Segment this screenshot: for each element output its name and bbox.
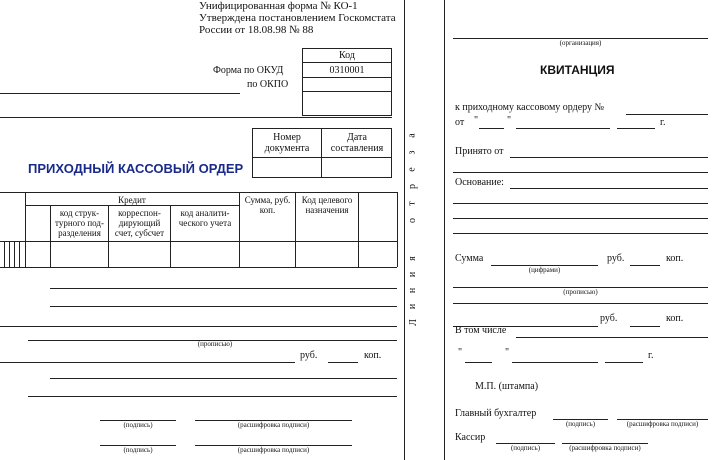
signature-caption-2: (подпись): [123, 446, 153, 454]
receipt-quote-open-2: ": [458, 347, 463, 358]
col-analytic: код аналити-ческого учета: [178, 208, 232, 228]
doc-date-label: Дата составления: [330, 132, 384, 154]
receipt-order-number-field[interactable]: [626, 114, 708, 115]
receipt-title: КВИТАНЦИЯ: [540, 63, 615, 77]
col-corr-account: корреспон-дирующий счет, субсчет: [114, 208, 165, 238]
decode-caption-2: (расшифровка подписи): [237, 446, 310, 454]
receipt-year-field-2[interactable]: [605, 362, 643, 363]
form-header-line3: России от 18.08.98 № 88: [199, 24, 314, 36]
doc-number-field[interactable]: [254, 159, 320, 176]
cut-line-right: [444, 0, 445, 460]
organization-line[interactable]: [0, 93, 240, 94]
credit-header: Кредит: [118, 195, 146, 205]
receipt-chief-signature-caption: (подпись): [565, 420, 596, 428]
receipt-quote-close-2: ": [505, 347, 510, 358]
receipt-quote-open: ": [474, 115, 479, 126]
subdivision-line[interactable]: [0, 117, 392, 118]
receipt-day-field[interactable]: [479, 128, 504, 129]
attachment-line[interactable]: [28, 396, 397, 397]
cut-line-text: Л и н и я о т р е з а: [406, 133, 419, 326]
form-header-line2: Утверждена постановлением Госкомстата: [199, 12, 396, 24]
rub-label-left: руб.: [300, 350, 318, 361]
receipt-month-field-2[interactable]: [512, 362, 598, 363]
receipt-cashier-signature-caption: (подпись): [510, 444, 541, 452]
form-header-line1: Унифицированная форма № КО-1: [199, 0, 358, 12]
receipt-quote-close: ": [507, 115, 512, 126]
doc-date-field[interactable]: [322, 159, 392, 176]
basis-line[interactable]: [0, 326, 397, 327]
receipt-kop-field[interactable]: [630, 265, 660, 266]
receipt-kop-label-2: коп.: [666, 313, 684, 324]
receipt-basis-label: Основание:: [455, 177, 504, 188]
okud-label: Форма по ОКУД: [213, 65, 284, 76]
kop-label-left: коп.: [364, 350, 382, 361]
propisyu-label-left: (прописью): [197, 340, 233, 348]
receipt-year-suffix-2: г.: [648, 350, 654, 361]
signature-caption-1: (подпись): [123, 421, 153, 429]
receipt-month-field[interactable]: [516, 128, 610, 129]
receipt-chief-decode-caption: (расшифровка подписи): [626, 420, 699, 428]
receipt-rub-label-2: руб.: [600, 313, 618, 324]
code-header: Код: [339, 50, 355, 61]
receipt-to-order-label: к приходному кассовому ордеру №: [455, 102, 605, 113]
col-subdivision: код струк-турного под-разделения: [55, 208, 104, 238]
receipt-stamp-label: М.П. (штампа): [475, 381, 539, 392]
receipt-day-field-2[interactable]: [465, 362, 492, 363]
including-line[interactable]: [50, 378, 397, 379]
receipt-digits-caption: (цифрами): [528, 266, 561, 274]
accepted-from-line[interactable]: [50, 288, 397, 289]
receipt-org-caption: (организация): [559, 39, 602, 47]
decode-caption-1: (расшифровка подписи): [237, 421, 310, 429]
receipt-cashier-label: Кассир: [455, 432, 486, 443]
receipt-kop-label: коп.: [666, 253, 684, 264]
receipt-chief-accountant-label: Главный бухгалтер: [455, 408, 537, 419]
col-sum: Сумма, руб. коп.: [244, 195, 291, 215]
receipt-accepted-label: Принято от: [455, 146, 504, 157]
receipt-year-field[interactable]: [617, 128, 655, 129]
okpo-label: по ОКПО: [247, 79, 289, 90]
receipt-sum-label: Сумма: [455, 253, 484, 264]
receipt-from-label: от: [455, 117, 465, 128]
receipt-cashier-decode-caption: (расшифровка подписи): [569, 444, 641, 452]
receipt-including-label: В том числе: [455, 325, 507, 336]
receipt-year-suffix: г.: [660, 117, 666, 128]
receipt-rub-label: руб.: [607, 253, 625, 264]
cut-line-left: [404, 0, 405, 460]
receipt-accepted-field[interactable]: [510, 157, 708, 158]
receipt-including-field[interactable]: [516, 337, 708, 338]
doc-number-label: Номер документа: [264, 132, 310, 154]
receipt-basis-field[interactable]: [510, 188, 708, 189]
okud-value[interactable]: 0310001: [329, 65, 365, 76]
receipt-words-caption: (прописью): [563, 288, 598, 296]
col-purpose: Код целевого назначения: [301, 195, 353, 215]
order-title: ПРИХОДНЫЙ КАССОВЫЙ ОРДЕР: [28, 161, 244, 176]
